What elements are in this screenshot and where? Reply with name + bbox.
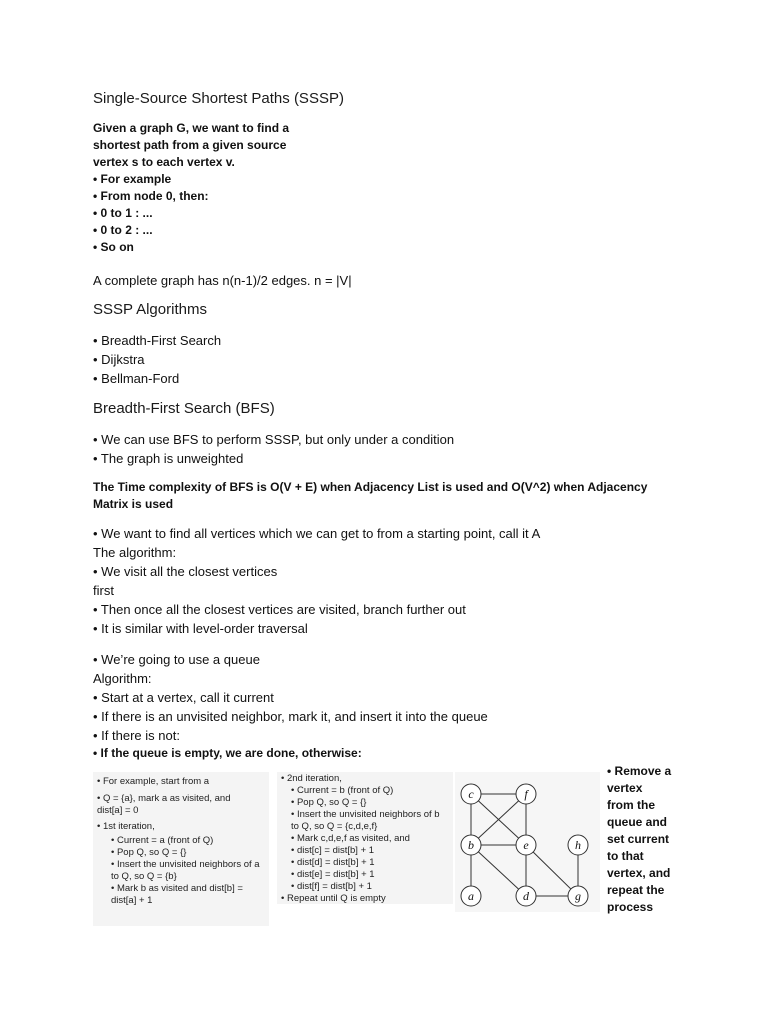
text-line: • So on — [93, 240, 134, 254]
sssp-description — [93, 120, 289, 256]
graph-node-label: h — [575, 838, 581, 852]
text-line: • For example — [93, 172, 172, 186]
graph-node-label: c — [468, 787, 474, 801]
graph-node-label: b — [468, 838, 474, 852]
text-line: Algorithm: — [93, 671, 152, 686]
bfs-queue-steps — [93, 650, 488, 745]
graph-node-label: e — [523, 838, 529, 852]
example-line: • Q = {a}, mark a as visited, and — [97, 793, 231, 804]
example-line: • 2nd iteration, — [281, 773, 342, 784]
text-line: • If there is an unvisited neighbor, mark it, and insert it into the queue — [93, 709, 488, 724]
example-line: to Q, so Q = {b} — [111, 871, 177, 882]
text-line: first — [93, 583, 114, 598]
bfs-condition — [93, 430, 454, 468]
example-line: • Insert the unvisited neighbors of b — [291, 809, 440, 820]
example-line: • dist[d] = dist[b] + 1 — [291, 857, 375, 868]
text-line: • 0 to 1 : ... — [93, 206, 153, 220]
example-line: • Pop Q, so Q = {} — [291, 797, 367, 808]
text-line: vertex s to each vertex v. — [93, 155, 235, 169]
list-item: • Dijkstra — [93, 352, 145, 367]
text-line: • Then once all the closest vertices are visited, branch further out — [93, 602, 466, 617]
text-line: • The graph is unweighted — [93, 451, 244, 466]
complete-graph-note: A complete graph has n(n-1)/2 edges. n = |V| — [93, 273, 352, 288]
text-line: • Start at a vertex, call it current — [93, 690, 274, 705]
text-line: process — [607, 900, 654, 914]
text-line: shortest path from a given source — [93, 138, 287, 152]
bfs-graph-diagram — [455, 772, 600, 912]
text-line: • 0 to 2 : ... — [93, 223, 153, 237]
example-line: dist[a] + 1 — [111, 895, 153, 906]
text-line: queue and — [607, 815, 668, 829]
text-line: • We want to find all vertices which we can get to from a starting point, call it A — [93, 526, 541, 541]
example-left-image — [93, 772, 269, 926]
example-line: • Repeat until Q is empty — [281, 893, 386, 904]
text-line: to that — [607, 849, 644, 863]
graph-node-label: g — [575, 889, 581, 903]
example-line: • Pop Q, so Q = {} — [111, 847, 187, 858]
example-line: • Mark b as visited and dist[b] = — [111, 883, 243, 894]
example-line: • Current = b (front of Q) — [291, 785, 394, 796]
example-line: dist[a] = 0 — [97, 805, 139, 816]
example-line: • Current = a (front of Q) — [111, 835, 214, 846]
text-line: • It is similar with level-order traversal — [93, 621, 308, 636]
example-line: • Mark c,d,e,f as visited, and — [291, 833, 410, 844]
text-line: vertex, and — [607, 866, 671, 880]
example-line: • Insert the unvisited neighbors of a — [111, 859, 260, 870]
text-line: from the — [607, 798, 655, 812]
list-item: • Breadth-First Search — [93, 333, 222, 348]
text-line: set current — [607, 832, 670, 846]
algorithms-list — [93, 331, 221, 388]
text-line: • From node 0, then: — [93, 189, 209, 203]
example-line: • dist[e] = dist[b] + 1 — [291, 869, 375, 880]
example-line: • dist[f] = dist[b] + 1 — [291, 881, 372, 892]
text-line: • We’re going to use a queue — [93, 652, 260, 667]
graph-node-label: f — [524, 787, 528, 801]
graph-node-label: d — [523, 889, 529, 903]
algorithms-heading: SSSP Algorithms — [93, 301, 207, 318]
text-line: • We visit all the closest vertices — [93, 564, 278, 579]
text-line: The algorithm: — [93, 545, 177, 560]
remove-vertex-note — [607, 763, 671, 916]
sssp-heading: Single-Source Shortest Paths (SSSP) — [93, 90, 344, 107]
list-item: • Bellman-Ford — [93, 371, 180, 386]
bfs-algorithm-description — [93, 524, 540, 638]
text-line: Given a graph G, we want to find a — [93, 121, 290, 135]
example-line: • For example, start from a — [97, 776, 210, 787]
text-line: Matrix is used — [93, 497, 174, 511]
example-line: to Q, so Q = {c,d,e,f} — [291, 821, 378, 832]
text-line: vertex — [607, 781, 643, 795]
graph-node-label: a — [468, 889, 474, 903]
bfs-complexity — [93, 479, 647, 513]
text-line: The Time complexity of BFS is O(V + E) when Adjacency List is used and O(V^2) when Adjacency — [93, 480, 648, 494]
text-line: • Remove a — [607, 764, 672, 778]
example-line: • 1st iteration, — [97, 821, 155, 832]
queue-empty-note: • If the queue is empty, we are done, otherwise: — [93, 746, 362, 760]
text-line: • If there is not: — [93, 728, 180, 743]
text-line: • We can use BFS to perform SSSP, but only under a condition — [93, 432, 455, 447]
example-mid-image — [277, 772, 453, 904]
example-line: • dist[c] = dist[b] + 1 — [291, 845, 375, 856]
text-line: repeat the — [607, 883, 665, 897]
bfs-heading: Breadth-First Search (BFS) — [93, 400, 275, 417]
